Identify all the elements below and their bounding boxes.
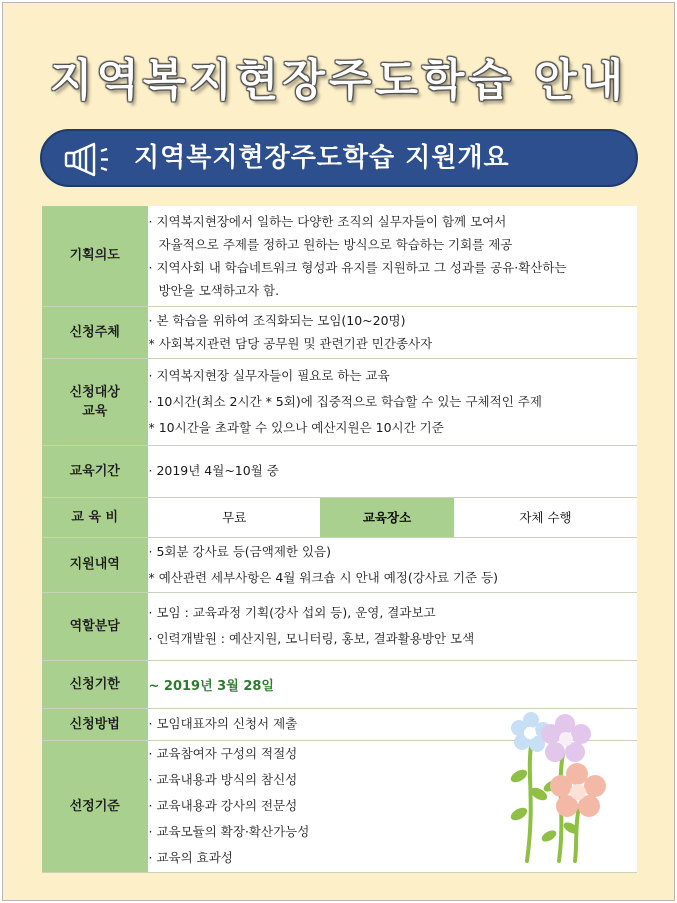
content-applicant bbox=[148, 306, 637, 358]
label-target-line1: 신청대상 bbox=[69, 384, 120, 400]
list-item: 자율적으로 주제를 정하고 원하는 방식으로 학습하는 기회를 제공 bbox=[158, 236, 513, 252]
label-method: 신청방법 bbox=[42, 708, 148, 740]
row-fee bbox=[42, 497, 637, 537]
flowers-illustration bbox=[505, 706, 617, 866]
flower-purple bbox=[541, 714, 591, 762]
megaphone-icon bbox=[64, 139, 120, 179]
list-item: · 지역사회 내 학습네트워크 형성과 유지를 지원하고 그 성과를 공유·확산하는 bbox=[148, 259, 567, 275]
label-fee: 교 육 비 bbox=[42, 497, 148, 537]
row-applicant bbox=[42, 306, 637, 358]
row-target bbox=[42, 358, 637, 445]
list-item: · 지역복지현장 실무자들이 필요로 하는 교육 bbox=[148, 367, 390, 383]
content-roles bbox=[148, 592, 637, 660]
label-criteria: 선정기준 bbox=[42, 740, 148, 872]
list-item: · 모임 : 교육과정 기획(강사 섭외 등), 운영, 결과보고 bbox=[148, 605, 436, 620]
content-deadline bbox=[148, 660, 637, 708]
list-item: · 교육모듈의 확장·확산가능성 bbox=[148, 824, 310, 839]
content-purpose bbox=[148, 206, 637, 306]
label-applicant: 신청주체 bbox=[42, 306, 148, 358]
content-target bbox=[148, 358, 637, 445]
list-item: * 사회복지관련 담당 공무원 및 관련기관 민간종사자 bbox=[148, 336, 433, 351]
label-period: 교육기간 bbox=[42, 445, 148, 497]
list-item: · 교육내용과 방식의 참신성 bbox=[148, 772, 298, 787]
content-support bbox=[148, 537, 637, 592]
label-support: 지원내역 bbox=[42, 537, 148, 592]
label-deadline: 신청기한 bbox=[42, 660, 148, 708]
banner-title: 지역복지현장주도학습 지원개요 bbox=[134, 143, 510, 173]
place-value: 자체 수행 bbox=[454, 497, 637, 537]
list-item: · 교육참여자 구성의 적절성 bbox=[148, 746, 298, 761]
page-title: 지역복지현장주도학습 안내 bbox=[49, 55, 628, 106]
list-item: · 5회분 강사료 등(금액제한 있음) bbox=[148, 543, 331, 559]
label-place: 교육장소 bbox=[320, 497, 454, 537]
label-purpose: 기획의도 bbox=[42, 206, 148, 306]
list-item: 방안을 모색하고자 함. bbox=[158, 282, 280, 298]
list-item: · 10시간(최소 2시간 * 5회)에 집중적으로 학습할 수 있는 구체적인 주제 bbox=[148, 393, 542, 409]
list-item: · 본 학습을 위하여 조직화되는 모임(10~20명) bbox=[148, 313, 406, 328]
deadline-value: ~ 2019년 3월 28일 bbox=[148, 678, 274, 694]
list-item: · 모임대표자의 신청서 제출 bbox=[148, 716, 298, 731]
list-item: · 지역복지현장에서 일하는 다양한 조직의 실무자들이 함께 모여서 bbox=[148, 213, 507, 229]
label-target-line2: 교육 bbox=[82, 403, 108, 419]
list-item: * 10시간을 초과할 수 있으나 예산지원은 10시간 기준 bbox=[148, 419, 444, 435]
list-item: · 교육의 효과성 bbox=[148, 850, 233, 865]
row-period bbox=[42, 445, 637, 497]
label-roles: 역할분담 bbox=[42, 592, 148, 660]
label-target bbox=[42, 358, 148, 445]
section-banner bbox=[40, 129, 638, 187]
content-period bbox=[148, 445, 637, 497]
list-item: * 예산관련 세부사항은 4월 워크숍 시 안내 예정(강사료 기준 등) bbox=[148, 569, 499, 585]
list-item: · 2019년 4월~10월 중 bbox=[148, 463, 279, 478]
row-deadline bbox=[42, 660, 637, 708]
row-purpose bbox=[42, 206, 637, 306]
list-item: · 인력개발원 : 예산지원, 모니터링, 홍보, 결과활용방안 모색 bbox=[148, 631, 475, 646]
row-roles bbox=[42, 592, 637, 660]
fee-value: 무료 bbox=[148, 497, 320, 537]
list-item: · 교육내용과 강사의 전문성 bbox=[148, 798, 298, 813]
row-support bbox=[42, 537, 637, 592]
